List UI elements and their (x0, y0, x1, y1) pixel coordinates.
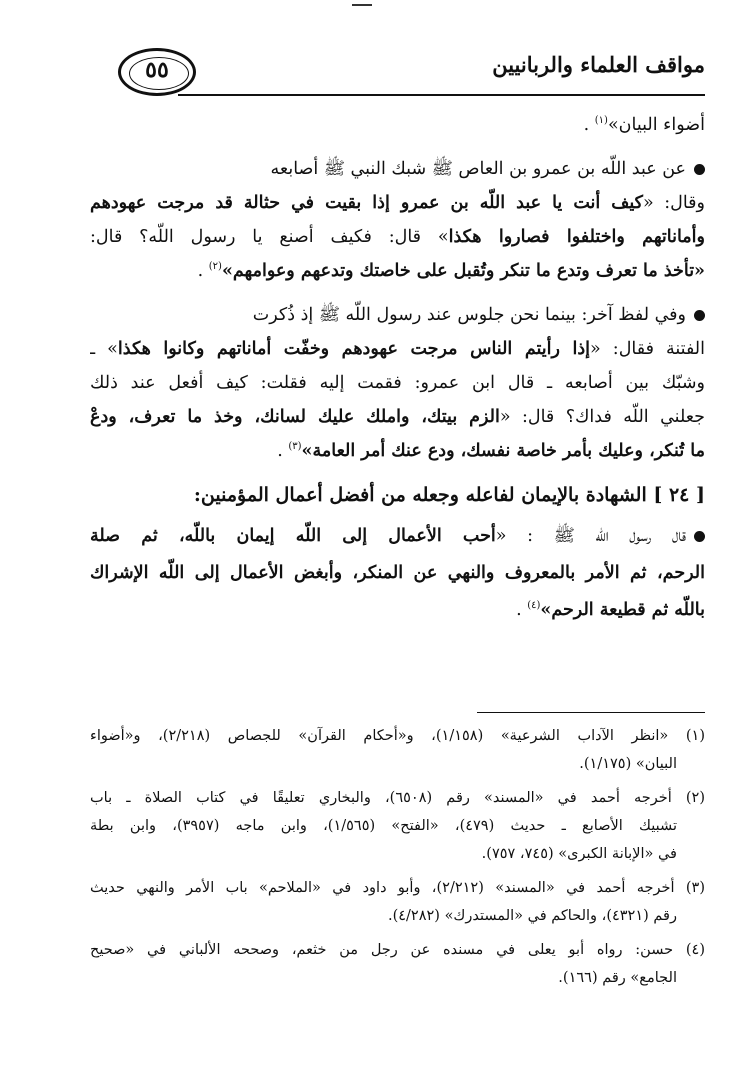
text-line: الفتنة فقال: «إذا رأيتم الناس مرجت عهودهم وخفّت أماناتهم وكانوا هكذا» ـ (90, 339, 705, 359)
bullet-icon (694, 310, 705, 321)
scan-mark (352, 4, 372, 6)
text-line: وفي لفظ آخر: بينما نحن جلوس عند رسول اللّه ﷺ إذ ذُكرت (90, 298, 705, 332)
footnote-line: (١) «انظر الآداب الشرعية» (١/١٥٨)، و«أحكام القرآن» للجصاص (٢/٢١٨)، و«أضواء (90, 728, 705, 744)
footnote-line: رقم (٤٣٢١)، والحاكم في «المستدرك» (٤/٢٨٢). (387, 908, 677, 924)
section-number: [ ٢٤ ] (653, 484, 705, 506)
text-line: قال رسول اللّه ﷺ : «أحب الأعمال إلى اللّه إيمان باللّه، ثم صلة (90, 518, 705, 555)
footnote-ref: (١) (594, 115, 608, 127)
text-line: عن عبد اللّه بن عمرو بن العاص ﷺ شبك النبي ﷺ أصابعه (90, 152, 705, 186)
text-line: وقال: «كيف أنت يا عبد اللّه بن عمرو إذا بقيت في حثالة قد مرجت عهودهم (90, 193, 705, 213)
text-line: باللّه ثم قطيعة الرحم»$^{(٤)}$ . (516, 600, 705, 620)
text-line: جعلني اللّه فداك؟ قال: «الزم بيتك، واملك عليك لسانك، وخذ ما تعرف، ودعْ (90, 407, 705, 427)
bullet-icon (694, 531, 705, 542)
footnote-3 (90, 874, 705, 930)
page-number: ٥٥ (145, 57, 169, 83)
main-text (90, 108, 705, 639)
page-number-badge (118, 48, 196, 96)
footnote-line: في «الإبانة الكبرى» (٧٤٥، ٧٥٧). (481, 846, 677, 862)
footnote-ref: (٢) (208, 261, 222, 273)
paragraph-hadith-2 (90, 298, 705, 468)
text-line: ما تُنكر، وعليك بأمر خاصة نفسك، ودع عنك أمر العامة»$^{(٣)}$ . (277, 441, 705, 461)
footnote-line: الجامع» رقم (١٦٦). (558, 970, 677, 986)
footnote-separator (477, 712, 705, 713)
paragraph-continuation (90, 108, 705, 142)
footnote-line: تشبيك الأصابع ـ حديث (٤٧٩)، «الفتح» (١/٥٦٥)، وابن ماجه (٣٩٥٧)، وابن بطة (90, 818, 677, 834)
text-line: أضواء البيان»$^{(١)}$ . (583, 115, 705, 135)
footnote-ref: (٣) (288, 441, 302, 453)
page-header (118, 26, 705, 92)
bullet-icon (694, 164, 705, 175)
footnotes (90, 722, 705, 992)
footnote-4 (90, 936, 705, 992)
paragraph-hadith-3 (90, 518, 705, 629)
footnote-line: (٤) حسن: رواه أبو يعلى في مسنده عن رجل من خثعم، وصححه الألباني في «صحيح (90, 942, 705, 958)
text-line: وشبّك بين أصابعه ـ قال ابن عمرو: فقمت إليه فقلت: كيف أفعل عند ذلك (90, 373, 705, 393)
running-title: مواقف العلماء والربانيين (492, 52, 705, 77)
text-line: وأماناتهم واختلفوا فصاروا هكذا» قال: فكيف أصنع يا رسول اللّه؟ قال: (90, 227, 705, 247)
section-title: الشهادة بالإيمان لفاعله وجعله من أفضل أعمال المؤمنين: (193, 484, 647, 506)
footnote-ref: (٤) (527, 600, 541, 612)
footnote-1 (90, 722, 705, 778)
footnote-line: (٢) أخرجه أحمد في «المسند» رقم (٦٥٠٨)، والبخاري تعليقًا في كتاب الصلاة ـ باب (90, 790, 705, 806)
footnote-line: (٣) أخرجه أحمد في «المسند» (٢/٢١٢)، وأبو داود في «الملاحم» باب الأمر والنهي حديث (90, 880, 705, 896)
paragraph-hadith-1 (90, 152, 705, 288)
text-line: «تأخذ ما تعرف وتدع ما تنكر وتُقبل على خاصتك وتدعهم وعوامهم»$^{(٢)}$ . (197, 261, 705, 281)
footnote-line: البيان» (١/١٧٥). (579, 756, 677, 772)
section-heading (90, 478, 705, 512)
text-line: الرحم، ثم الأمر بالمعروف والنهي عن المنكر، وأبغض الأعمال إلى اللّه الإشراك (90, 563, 705, 583)
header-rule (178, 94, 705, 96)
footnote-2 (90, 784, 705, 868)
